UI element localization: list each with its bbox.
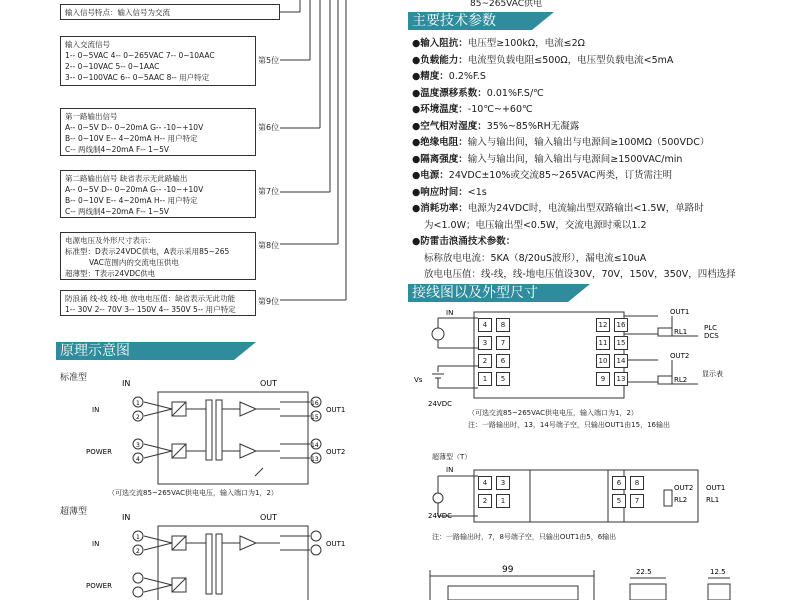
terminal: 1 <box>496 494 510 508</box>
wiring-diagram <box>408 306 728 418</box>
plc-label: PLC <box>704 324 718 332</box>
spec-row <box>424 218 647 233</box>
terminal: 16 <box>614 318 628 332</box>
spec-key: ●环境温度： <box>412 104 468 115</box>
signal-feature-box: 输入信号特点：输入信号为交流 <box>60 4 280 20</box>
thin-terminals-right <box>612 476 652 512</box>
power-box: 电源电压及外形尺寸表示： 标准型：D表示24VDC供电，A表示采用85~265 VAC范围内的交流电压供电 超薄型：T表示24VDC供电 <box>60 232 256 280</box>
terminal-label: 13 <box>311 456 319 463</box>
spec-row <box>412 36 585 51</box>
spec-value: 输入与输出间，输入输出与电源间≥100MΩ（500VDC） <box>467 137 710 148</box>
terminal: 5 <box>496 372 510 386</box>
terminal: 6 <box>612 476 626 490</box>
standard-principle-diagram <box>60 372 360 502</box>
wiring-terminals-right <box>596 318 636 390</box>
spec-value: 24VDC±10%或交流85~265VAC两类，订货需注明 <box>448 170 672 181</box>
spec-row <box>412 69 486 84</box>
spec-value: 电流型负载电阻≤500Ω，电压型负载电流<5mA <box>467 54 674 66</box>
spec-row <box>412 119 579 134</box>
terminal: 15 <box>614 336 628 350</box>
rl1-label: RL1 <box>674 328 688 336</box>
terminal: 7 <box>630 494 644 508</box>
terminal: 3 <box>496 476 510 490</box>
terminal-label: 1 <box>136 400 140 407</box>
terminal: 5 <box>612 494 626 508</box>
thin-terminals-left <box>478 476 518 512</box>
rl2-label: RL2 <box>674 496 688 504</box>
terminal-label: 16 <box>311 400 319 407</box>
terminal: 11 <box>596 336 610 350</box>
out1-label: OUT1 <box>670 308 690 316</box>
out2-label: OUT2 <box>674 484 694 492</box>
wiring-note-2: 注：一路输出时，13，14号端子空，只输出OUT1由15，16输出 <box>468 421 670 429</box>
in-side-label: IN <box>92 540 100 548</box>
terminal: 10 <box>596 354 610 368</box>
ultrathin-type-label: 超薄型 <box>60 507 88 517</box>
surge-box: 防浪涌 线-线 线-地 放电电压值：缺省表示无此功能 1-- 30V 2-- 70V 3-- 150V 4-- 350V 5-- 用户特定 <box>60 290 256 316</box>
terminal: 8 <box>496 318 510 332</box>
terminal-label: 2 <box>136 414 140 421</box>
spec-row <box>412 152 682 167</box>
spec-row <box>424 267 736 282</box>
spec-key: ●空气相对湿度： <box>412 120 487 132</box>
ultrathin-principle-diagram <box>60 506 360 600</box>
terminal: 9 <box>596 372 610 386</box>
terminal: 2 <box>478 354 492 368</box>
wiring-terminals-left <box>478 318 518 390</box>
thin-note: 注：一路输出时，7，8号端子空，只输出OUT1由5，6输出 <box>432 533 617 541</box>
power-label: POWER <box>86 582 112 590</box>
terminal: 4 <box>478 476 492 490</box>
output1-box: 第一路输出信号 A-- 0~5V D-- 0~20mA G-- -10~+10V B-- 0~10V E-- 4~20mA H-- 用户特定 C-- 两线制4~20mA F-- 1~5V <box>60 108 256 156</box>
terminal-label: 4 <box>136 456 140 463</box>
spec-section-title: 主要技术参数 <box>408 12 532 30</box>
spec-row <box>412 168 672 183</box>
terminal: 6 <box>496 354 510 368</box>
spec-value: 放电电压值：线-线，线-地电压值设30V，70V，150V，350V，四档选择 <box>424 269 736 280</box>
terminal: 3 <box>478 336 492 350</box>
terminal: 2 <box>478 494 492 508</box>
spec-value: 0.2%F.S <box>448 71 486 82</box>
position-label: 第5位 <box>258 56 280 65</box>
box-title: 第二路输出信号 缺省表示无此路输出 <box>65 174 188 183</box>
rl1-label: RL1 <box>706 496 720 504</box>
spec-row <box>412 102 533 117</box>
spec-row <box>412 86 544 101</box>
position-label: 第7位 <box>258 187 280 196</box>
output2-box: 第二路输出信号 缺省表示无此路输出 A-- 0~5V D-- 0~20mA G-- -10~+10V B-- 0~10V E-- 4~20mA H-- 用户特定 C-- 两线制4~20mA F-- 1~5V <box>60 170 256 218</box>
display-label: 显示表 <box>702 370 723 378</box>
in-label: IN <box>122 513 131 522</box>
terminal-label: 15 <box>311 414 319 421</box>
position-label: 第9位 <box>258 297 280 306</box>
spec-key: ●温度漂移系数： <box>412 87 487 99</box>
wiring-section-title: 接线图以及外型尺寸 <box>408 284 568 302</box>
dimension-drawing <box>408 560 800 600</box>
out1-label: OUT1 <box>706 484 726 492</box>
spec-value: 输入与输出间，输入输出与电源间≥1500VAC/min <box>467 153 683 165</box>
spec-value: 35%~85%RH无凝露 <box>486 120 580 132</box>
spec-row <box>412 185 487 200</box>
in-label: IN <box>446 309 454 317</box>
spec-key: ●防雷击浪涌技术参数： <box>412 236 516 247</box>
in-side-label: IN <box>92 406 100 414</box>
terminal: 8 <box>630 476 644 490</box>
supply-label: 24VDC <box>428 512 452 520</box>
terminal-label: 3 <box>136 442 140 449</box>
in-label: IN <box>446 466 454 474</box>
dim-width: 99 <box>502 565 514 575</box>
out1-label: OUT1 <box>326 406 346 414</box>
dim-thin: 12.5 <box>710 568 726 576</box>
top-fragment: 85~265VAC供电 <box>470 0 543 9</box>
spec-value: <1s <box>467 186 487 198</box>
principle-section-title: 原理示意图 <box>56 342 234 360</box>
spec-row <box>412 53 673 68</box>
spec-row <box>424 251 646 266</box>
spec-key: ●消耗功率： <box>412 203 468 214</box>
spec-value: 0.01%F.S/℃ <box>486 87 544 99</box>
spec-row <box>412 234 515 249</box>
dim-depth: 22.5 <box>636 568 652 576</box>
out2-label: OUT2 <box>326 448 346 456</box>
connector-lines <box>0 0 400 330</box>
terminal: 1 <box>478 372 492 386</box>
spec-value: 为<1.0W；电压输出型<0.5W，交流电源时乘以1.2 <box>424 219 647 231</box>
thin-wiring-diagram <box>408 460 728 532</box>
spec-row <box>412 201 704 216</box>
terminal: 7 <box>496 336 510 350</box>
terminal-label: 14 <box>311 442 319 449</box>
out1-label: OUT1 <box>326 540 346 548</box>
position-label: 第8位 <box>258 241 280 250</box>
out-label: OUT <box>260 513 278 522</box>
spec-key: ●负载能力： <box>412 54 468 66</box>
terminal: 13 <box>614 372 628 386</box>
spec-key: ●绝缘电阻： <box>412 137 468 148</box>
position-label: 第6位 <box>258 123 280 132</box>
terminal-label: 1 <box>136 534 140 541</box>
wiring-note-1: （可选交流85~265VAC供电电压，输入端口为1，2） <box>468 409 638 417</box>
spec-key: ●精度： <box>412 71 449 82</box>
principle-note: （可选交流85~265VAC供电电压，输入端口为1，2） <box>108 489 278 497</box>
spec-key: ●隔离强度： <box>412 153 468 165</box>
power-label: POWER <box>86 448 112 456</box>
standard-type-label: 标准型 <box>60 373 88 383</box>
box-title: 输入交流信号 <box>65 40 110 49</box>
spec-row <box>412 135 709 150</box>
terminal: 4 <box>478 318 492 332</box>
vs-label: Vs <box>414 376 423 384</box>
terminal: 14 <box>614 354 628 368</box>
supply-label: 24VDC <box>428 400 452 408</box>
spec-value: 电源为24VDC时，电流输出型双路输出<1.5W，单路时 <box>467 203 704 214</box>
rl2-label: RL2 <box>674 376 688 384</box>
box-title: 第一路输出信号 <box>65 112 118 121</box>
spec-key: ●电源： <box>412 170 449 181</box>
out-label: OUT <box>260 379 278 388</box>
terminal: 12 <box>596 318 610 332</box>
spec-value: 电压型≥100kΩ，电流≤2Ω <box>467 38 585 49</box>
spec-key: ●响应时间： <box>412 186 468 198</box>
terminal-label: 2 <box>136 548 140 555</box>
in-label: IN <box>122 379 131 388</box>
spec-value: -10℃~+60℃ <box>467 104 533 115</box>
thin-title: 超薄型（T） <box>432 453 472 461</box>
dcs-label: DCS <box>704 332 719 340</box>
spec-key: ●输入阻抗： <box>412 38 468 49</box>
spec-value: 标称放电电流：5KA（8/20uS波形），漏电流≤10uA <box>424 252 647 264</box>
out2-label: OUT2 <box>670 352 690 360</box>
input-ac-box: 输入交流信号 1-- 0~5VAC 4-- 0~265VAC 7-- 0~10AAC 2-- 0~10VAC 5-- 0~1AAC 3-- 0~100VAC 6-- 0~5AAC 8-- 用户特定 <box>60 36 256 86</box>
